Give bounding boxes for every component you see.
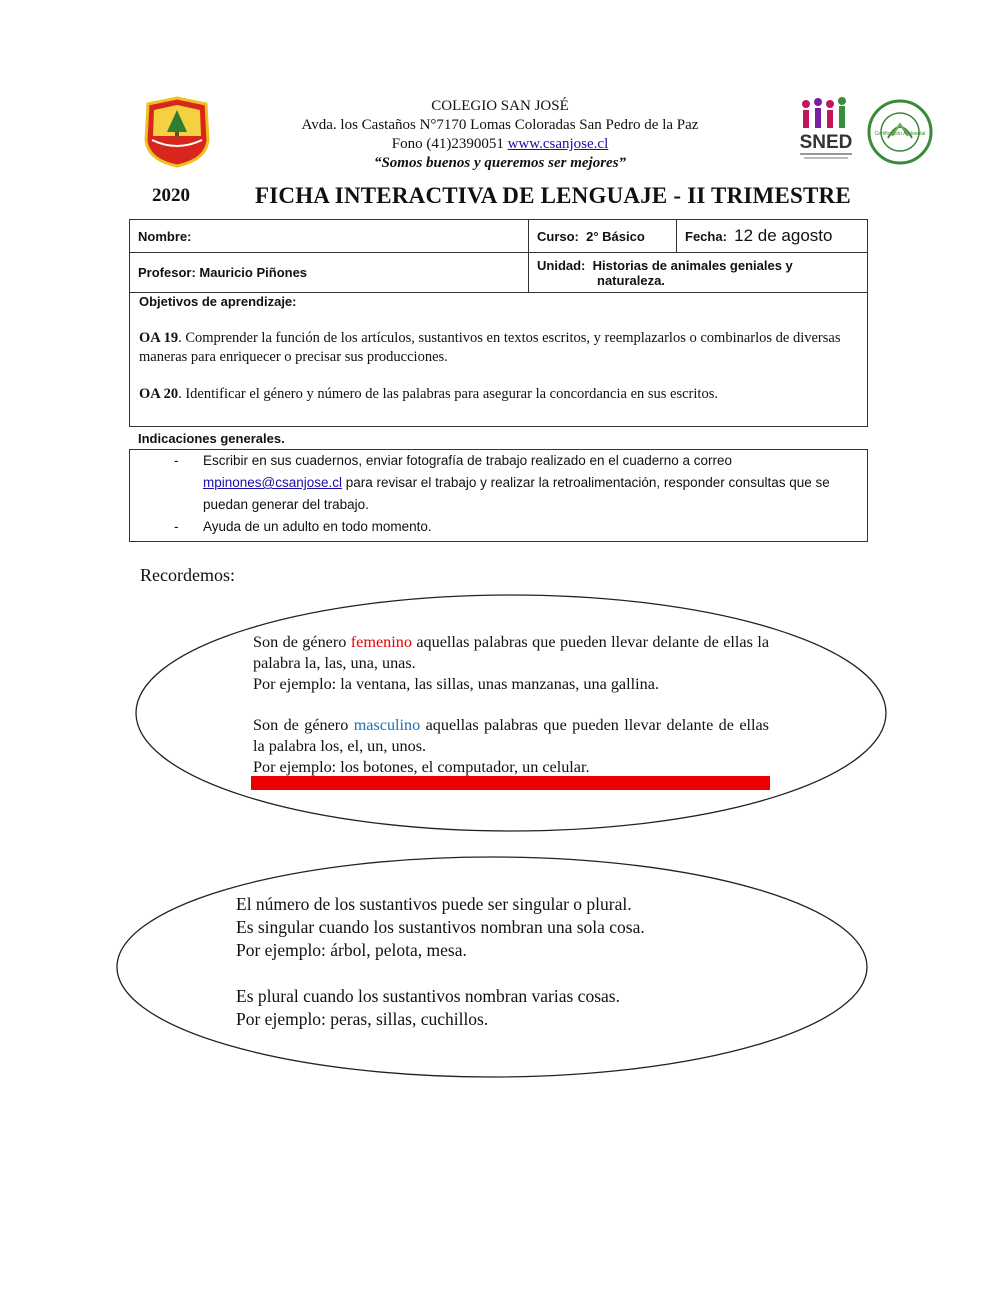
unit-value-line1: Historias de animales geniales y bbox=[592, 257, 793, 273]
feminine-word: femenino bbox=[350, 633, 412, 651]
feminine-prefix: Son de género bbox=[253, 633, 351, 651]
school-website-link[interactable]: www.csanjose.cl bbox=[507, 136, 609, 152]
teacher-cell bbox=[130, 253, 529, 293]
masculine-rule bbox=[253, 715, 769, 778]
oa19-text: . Comprender la función de los artículos, sustantivos en textos escritos, y reemplazarlos o combinarlos de diversas maneras para enriquecer o precisar sus producciones. bbox=[139, 330, 841, 365]
masculine-word: masculino bbox=[353, 716, 421, 734]
plural-example: Por ejemplo: peras, sillas, cuchillos. bbox=[236, 1009, 489, 1029]
sned-logo bbox=[794, 96, 858, 162]
sned-label: SNED bbox=[799, 132, 853, 153]
school-name: COLEGIO SAN JOSÉ bbox=[431, 98, 569, 114]
objectives-heading: Objetivos de aprendizaje: bbox=[139, 294, 297, 309]
teacher-label: Profesor: Mauricio Piñones bbox=[138, 265, 308, 280]
feminine-example: Por ejemplo: la ventana, las sillas, unas manzanas, una gallina. bbox=[253, 675, 659, 693]
school-contact bbox=[300, 135, 700, 154]
oa19-code: OA 19 bbox=[139, 330, 179, 346]
red-highlight-bar bbox=[251, 776, 770, 790]
instruction-text-after: para revisar el trabajo y realizar la retroalimentación, responder consultas que se puedan generar del trabajo. bbox=[203, 475, 830, 512]
instruction-text-before: Escribir en sus cuadernos, enviar fotografía de trabajo realizado en el cuaderno a correo bbox=[203, 453, 733, 468]
masculine-suffix: aquellas palabras que pueden llevar delante de ellas la palabra los, el, un, unos. bbox=[253, 716, 769, 755]
course-cell bbox=[529, 220, 677, 253]
number-explanation bbox=[236, 893, 756, 1054]
course-value: 2° Básico bbox=[586, 228, 645, 244]
instruction-item bbox=[130, 516, 867, 538]
bullet-dash: - bbox=[174, 453, 179, 468]
objective-oa20 bbox=[139, 385, 858, 404]
date-label: Fecha: bbox=[685, 229, 727, 244]
feminine-rule bbox=[253, 632, 769, 695]
oa20-code: OA 20 bbox=[139, 386, 179, 402]
instruction-item bbox=[130, 450, 867, 516]
name-cell[interactable] bbox=[130, 220, 529, 253]
objectives-section bbox=[129, 291, 868, 427]
unit-label: Unidad: bbox=[537, 257, 586, 273]
oa20-text: . Identificar el género y número de las palabras para asegurar la concordancia en sus escritos. bbox=[178, 386, 718, 402]
school-crest-logo bbox=[140, 96, 214, 168]
page-title: FICHA INTERACTIVA DE LENGUAJE - II TRIMESTRE bbox=[255, 183, 851, 208]
environmental-seal-logo bbox=[864, 98, 936, 166]
bullet-dash: - bbox=[174, 519, 179, 534]
singular-rule bbox=[236, 893, 756, 962]
school-address: Avda. los Castaños N°7170 Lomas Coloradas San Pedro de la Paz bbox=[301, 117, 699, 133]
date-value: 12 de agosto bbox=[734, 226, 833, 245]
info-table bbox=[129, 219, 868, 293]
course-label: Curso: bbox=[537, 228, 579, 244]
instructions-box bbox=[129, 449, 868, 542]
objective-oa19 bbox=[139, 329, 858, 367]
date-cell bbox=[677, 220, 868, 253]
gender-explanation bbox=[253, 632, 769, 798]
unit-cell bbox=[529, 253, 868, 293]
instructions-heading: Indicaciones generales. bbox=[138, 431, 285, 446]
recordemos-heading: Recordemos: bbox=[140, 565, 235, 585]
masculine-example: Por ejemplo: los botones, el computador, un celular. bbox=[253, 758, 590, 776]
feminine-suffix: aquellas palabras que pueden llevar delante de ellas la palabra la, las, una, unas. bbox=[253, 633, 769, 672]
seal-label: Certificación Ambiental bbox=[874, 131, 926, 137]
school-phone: Fono (41)2390051 bbox=[391, 136, 504, 152]
school-motto: “Somos buenos y queremos ser mejores” bbox=[373, 155, 627, 171]
unit-value-line2: naturaleza. bbox=[597, 272, 665, 288]
school-info bbox=[300, 97, 700, 173]
number-intro: El número de los sustantivos puede ser singular o plural. bbox=[236, 894, 632, 914]
masculine-prefix: Son de género bbox=[253, 716, 354, 734]
singular-definition: Es singular cuando los sustantivos nombran una sola cosa. bbox=[236, 917, 645, 937]
teacher-email-link[interactable]: mpinones@csanjose.cl bbox=[203, 475, 343, 490]
instruction-text: Ayuda de un adulto en todo momento. bbox=[203, 519, 432, 534]
name-label: Nombre: bbox=[138, 228, 192, 244]
singular-example: Por ejemplo: árbol, pelota, mesa. bbox=[236, 940, 467, 960]
plural-rule bbox=[236, 985, 756, 1031]
year-label: 2020 bbox=[152, 185, 190, 206]
plural-definition: Es plural cuando los sustantivos nombran varias cosas. bbox=[236, 986, 620, 1006]
